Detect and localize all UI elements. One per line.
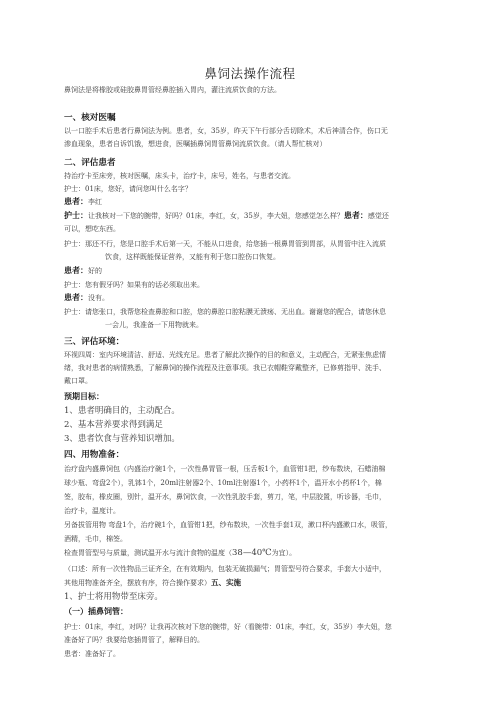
section-2-heading: 二、评估患者 — [64, 158, 116, 168]
paragraph-line: 以一口腔手术后患者行鼻饲法为例。患者，女，35岁，昨天下午行部分舌切除术，术后神清合作，伤口无 — [64, 127, 388, 135]
paragraph-line: 护士：01床，李红，对吗？让我再次核对下您的腕带，好（看腕带：01床，李红，女，35岁）李大妞，您 — [64, 623, 392, 631]
paragraph-line: 持治疗卡至床旁，核对医嘱，床头卡，治疗卡，床号，姓名，与患者交流。 — [64, 172, 295, 180]
intro-paragraph: 鼻饲法是将橡胶或硅胶鼻胃管经鼻腔插入胃内，灌注流质饮食的方法。 — [64, 86, 281, 94]
paragraph-line: 绪，我对患者的病情熟悉，了解鼻饲的操作流程及注意事项。我已衣帽鞋穿戴整齐，已修剪指甲、洗手、 — [64, 364, 386, 372]
paragraph-line: 签，胶布，橡皮圈，别针，温开水，鼻饲饮食，一次性乳胶手套，剪刀，笔，中层胶置，听诊器，毛巾， — [64, 493, 386, 501]
paragraph-line: 患者：准备好了。 — [64, 650, 120, 658]
section-1-heading: 一、核对医嘱 — [64, 113, 116, 123]
paragraph-line: 治疗卡，温度计。 — [64, 507, 120, 515]
paragraph-line: 准备好了吗？我要给您插胃管了，解释目的。 — [64, 636, 204, 644]
speaker-label: 患者： — [64, 197, 88, 206]
paragraph-line: 1、护士将用物带至床旁。 — [64, 592, 163, 602]
paragraph-line: 饮食，这样既能保证营养，又能有利于您口腔伤口恢复。 — [105, 253, 280, 261]
dialogue-line — [64, 196, 436, 208]
paragraph-line: 护士：那还不行，您是口腔手术后第一天，不能从口进食，给您插一根鼻胃管到胃部，从胃管中注入流质 — [64, 240, 386, 248]
paragraph-line: 酒精，毛巾，棉签。 — [64, 535, 127, 543]
section-3-heading: 三、评估环境： — [64, 337, 125, 347]
paragraph-line: 护士：01床，您好，请问您叫什么名字？ — [64, 185, 192, 193]
document-title: 鼻饲法操作流程 — [204, 66, 296, 81]
dialogue-line — [64, 210, 436, 222]
paragraph-line: 渗血现象，患者自诉饥饿，想进食，医嘱插鼻饲胃管鼻饲流质饮食。（请人帮忙核对） — [64, 140, 327, 148]
dialogue-text: 让我核对一下您的腕带，好吗？01床，李红，女，35岁，李大妞，您感觉怎么样？ — [88, 212, 344, 220]
paragraph-text: 其他用物准备齐全，摆放有序，符合操作要求） — [64, 579, 211, 587]
paragraph-line: 护士：您有假牙吗？如果有的话必须取出来。 — [64, 281, 204, 289]
section-5-heading: 五、实施 — [211, 578, 241, 587]
paragraph-text: 为宜）。 — [271, 549, 297, 557]
speaker-label: 护士： — [64, 211, 88, 220]
goal-item: 1、患者明确目的，主动配合。 — [64, 406, 180, 416]
paragraph-line: 可以，想吃东西。 — [64, 225, 120, 233]
paragraph-line: 一会儿，我准备一下用物就来。 — [105, 321, 203, 329]
paragraph-line: 另备拔管用物 弯盘1个，治疗碗1个，血管钳1把，纱布数块，一次性手套1双，漱口杯内盛漱口水，吸管， — [64, 521, 393, 529]
paragraph-line: （口述：所有一次性物品三证齐全，在有效期内，包装无破损漏气；胃管型号符合要求，手套大小适中， — [64, 565, 386, 573]
paragraph-line: 戴口罩。 — [64, 377, 92, 385]
paragraph-line — [64, 577, 436, 589]
subsection-heading: （一）插鼻饲管： — [64, 607, 128, 616]
temperature-range: 38—40℃ — [232, 548, 272, 558]
dialogue-text: 李红 — [88, 198, 102, 206]
paragraph-line: 治疗盘内盛鼻饲包（内盛治疗碗1个，一次性鼻胃管一根，压舌板1个，血管钳1把，纱布数块，石蜡油棉 — [64, 465, 386, 473]
goal-item: 3、患者饮食与营养知识增加。 — [64, 434, 180, 444]
paragraph-line: 球少瓶、弯盘2个），乳钵1个，20ml注射器2个、10ml注射器1个，小药杯1个，温开水小药杯1个，棉 — [64, 479, 382, 487]
paragraph-line: 环视四周：室内环境清洁、舒适、光线充足。患者了解此次操作的目的和意义，主动配合，无紧张焦虑情 — [64, 351, 386, 359]
goals-heading: 预期目标： — [64, 392, 104, 401]
paragraph-line: 护士：请您张口，我帮您检查鼻腔和口腔，您的鼻腔口腔粘膜无溃疡、无出血。谢谢您的配合，请您休息 — [64, 308, 386, 316]
speaker-label: 患者： — [64, 293, 88, 302]
dialogue-line — [64, 265, 436, 277]
dialogue-text: 感觉还 — [367, 212, 389, 220]
paragraph-text: 检查胃管型号与质量，测试温开水与流汁食物的温度（ — [64, 549, 232, 557]
dialogue-text: 好的 — [88, 267, 102, 275]
section-4-heading: 四、用物准备： — [64, 450, 125, 460]
speaker-label: 患者： — [64, 266, 88, 275]
paragraph-line — [64, 547, 436, 559]
speaker-label: 患者： — [343, 211, 368, 220]
dialogue-text: 没有。 — [88, 294, 109, 302]
dialogue-line — [64, 292, 436, 304]
goal-item: 2、基本营养要求得到满足 — [64, 420, 163, 430]
